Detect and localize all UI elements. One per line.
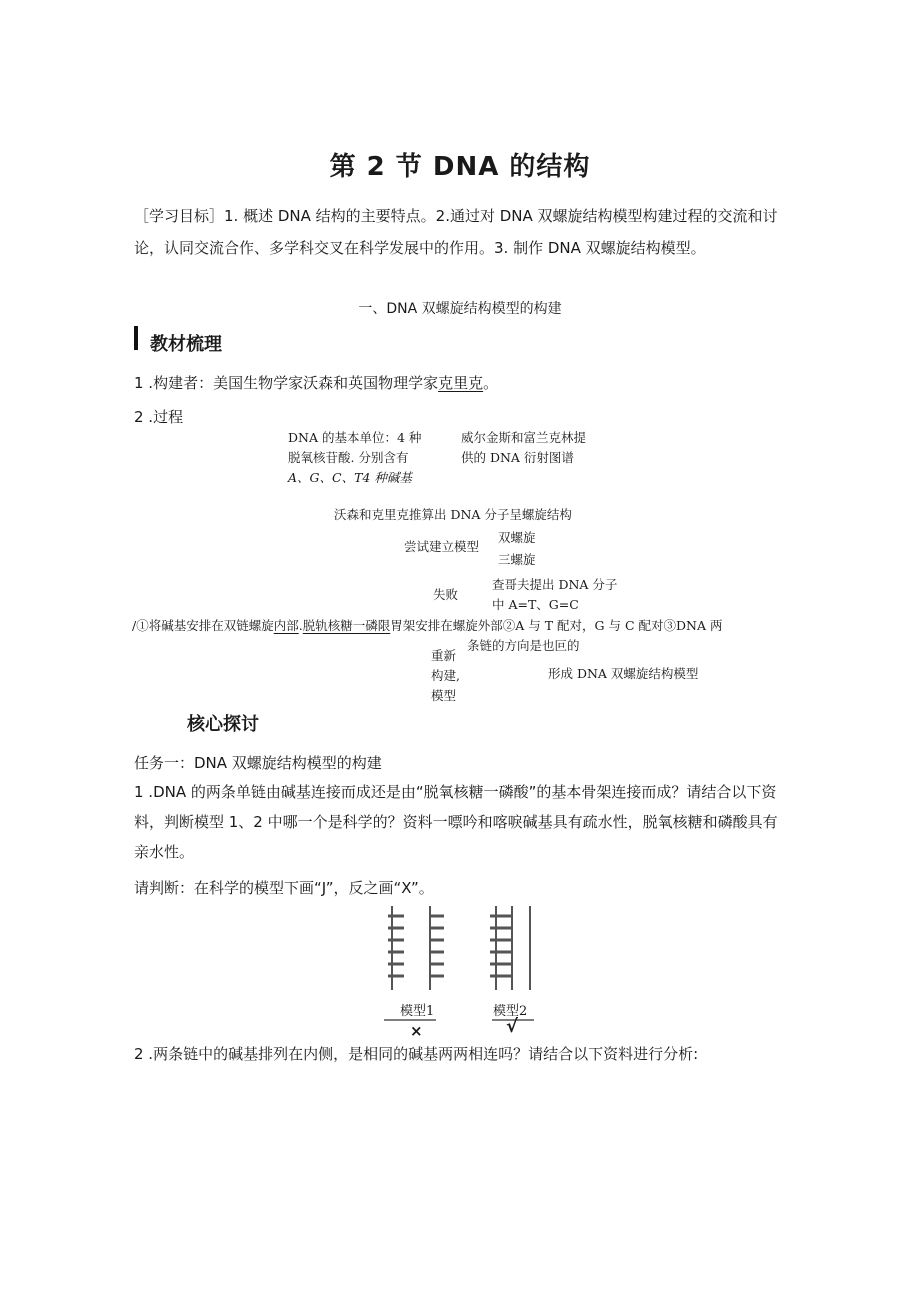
flow-basic-unit-line1: DNA 的基本单位：4 种 xyxy=(288,430,422,445)
learning-objectives: ［学习目标］1. 概述 DNA 结构的主要特点。2.通过对 DNA 双螺旋结构模型构建过程的交流和讨论，认同交流合作、多学科交叉在科学发展中的作用。3. 制作 DNA 双螺旋结构模型。 xyxy=(134,207,778,257)
flow-rebuild-backbone: 脱轨核糖一磷限 xyxy=(302,618,391,633)
model-2-diagram xyxy=(490,906,530,990)
heading-bar xyxy=(134,326,138,350)
model-1-mark: × xyxy=(410,1022,423,1040)
item-builders-prefix: 1 .构建者：美国生物学家沃森和英国物理学家 xyxy=(134,374,439,392)
flow-helix: 沃森和克里克推算出 DNA 分子呈螺旋结构 xyxy=(334,507,572,522)
heading-textbook-review: 教材梳理 xyxy=(150,334,222,355)
model-1-diagram xyxy=(388,906,444,990)
question-2: 2 .两条链中的碱基排列在内侧，是相同的碱基两两相连吗？请结合以下资料进行分析: xyxy=(134,1045,699,1063)
flow-basic-unit-line3: A、G、C、T4 种碱基 xyxy=(288,470,412,485)
flow-double-helix: 双螺旋 xyxy=(498,530,536,545)
flow-rebuild-rules xyxy=(132,616,722,636)
item-builders-name: 克里克 xyxy=(438,374,484,392)
flow-rebuild-label1: 重新 xyxy=(431,648,457,663)
model-2-label: 模型2 xyxy=(493,1004,528,1019)
page-title: 第 2 节 DNA 的结构 xyxy=(329,152,591,182)
item-builders-suffix: 。 xyxy=(483,374,499,392)
question-1: 1 .DNA 的两条单链由碱基连接而成还是由“脱氧核糖一磷酸”的基本骨架连接而成？请结合以下资料，判断模型 1、2 中哪一个是科学的？资料一嘌吟和喀唳碱基具有疏水性，脱氧核糖和磷酸具有亲水性。 xyxy=(134,783,778,861)
flow-xray-line2: 供的 DNA 衍射图谱 xyxy=(461,450,574,465)
task-1: 任务一：DNA 双螺旋结构模型的构建 xyxy=(134,754,382,772)
flow-rebuild-mid: . xyxy=(298,618,303,633)
flow-fail: 失败 xyxy=(433,587,459,602)
flow-basic-unit xyxy=(288,428,421,488)
section-title: 一、DNA 双螺旋结构模型的构建 xyxy=(358,301,562,317)
flow-rebuild-inner: 内部 xyxy=(273,618,299,633)
model-2-mark: √ xyxy=(506,1016,519,1037)
flow-rebuild-label xyxy=(431,646,460,706)
flow-rebuild-prefix: /①将碱基安排在双链螺旋 xyxy=(132,618,274,633)
judge-instruction: 请判断：在科学的模型下画“J”，反之画“X”。 xyxy=(134,879,434,897)
flow-attempt: 尝试建立模型 xyxy=(404,539,480,554)
model-1-label: 模型1 xyxy=(400,1004,435,1019)
flow-rebuild-label2: 构建, xyxy=(431,668,460,683)
flow-result: 形成 DNA 双螺旋结构模型 xyxy=(548,666,699,681)
flow-rebuild-suffix: 胃架安排在螺旋外部②A 与 T 配对，G 与 C 配对③DNA 两 xyxy=(390,618,723,633)
flow-chargaff xyxy=(492,575,617,615)
flow-chargaff-line1: 查哥夫提出 DNA 分子 xyxy=(492,577,618,592)
heading-core-discussion: 核心探讨 xyxy=(187,714,259,735)
flow-triple-helix: 三螺旋 xyxy=(498,552,536,567)
item-builders xyxy=(134,372,498,393)
flow-chargaff-line2: 中 A=T、G=C xyxy=(492,597,579,612)
flow-rebuild-direction: 条链的方向是也叵的 xyxy=(467,638,580,653)
flow-basic-unit-line2: 脱氧核苷酸. 分别含有 xyxy=(288,450,409,465)
flow-xray-line1: 威尔金斯和富兰克林提 xyxy=(461,430,587,445)
flow-rebuild-label3: 模型 xyxy=(431,688,457,703)
flow-xray xyxy=(461,428,586,468)
item-process: 2 .过程 xyxy=(134,408,184,426)
